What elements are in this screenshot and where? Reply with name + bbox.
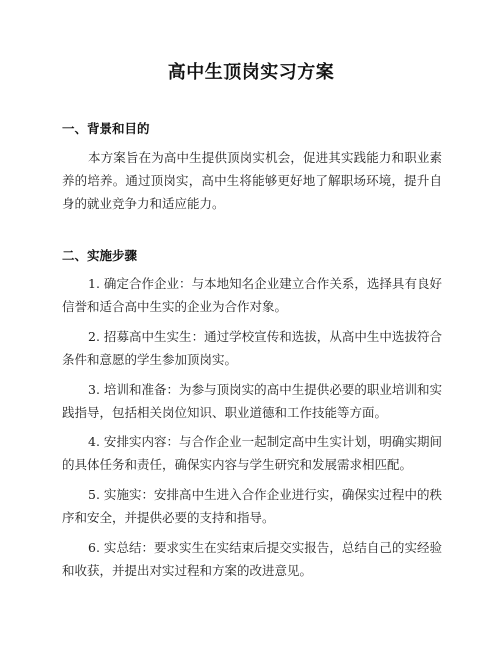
- section-heading-background: 一、背景和目的: [62, 121, 150, 136]
- paragraph-background: 本方案旨在为高中生提供顶岗实机会，促进其实践能力和职业素养的培养。通过顶岗实，高中生将能够更好地了解职场环境，提升自身的就业竞争力和适应能力。: [62, 150, 442, 211]
- paragraph-step-2: 2. 招募高中生实生：通过学校宣传和选拔，从高中生中选拔符合条件和意愿的学生参加顶岗实。: [62, 329, 442, 367]
- paragraph-step-4: 4. 安排实内容：与合作企业一起制定高中生实计划，明确实期间的具体任务和责任，确保实内容与学生研究和发展需求相匹配。: [62, 434, 442, 472]
- paragraph-step-5: 5. 实施实：安排高中生进入合作企业进行实，确保实过程中的秩序和安全，并提供必要的支持和指导。: [62, 487, 442, 525]
- paragraph-step-1: 1. 确定合作企业：与本地知名企业建立合作关系，选择具有良好信誉和适合高中生实的企业为合作对象。: [62, 276, 442, 314]
- paragraph-step-6: 6. 实总结：要求实生在实结束后提交实报告，总结自己的实经验和收获，并提出对实过程和方案的改进意见。: [62, 540, 442, 578]
- page-title: 高中生顶岗实习方案: [167, 62, 335, 83]
- section-heading-steps: 二、实施步骤: [62, 248, 138, 263]
- paragraph-step-3: 3. 培训和准备：为参与顶岗实的高中生提供必要的职业培训和实践指导，包括相关岗位知识、职业道德和工作技能等方面。: [62, 382, 442, 420]
